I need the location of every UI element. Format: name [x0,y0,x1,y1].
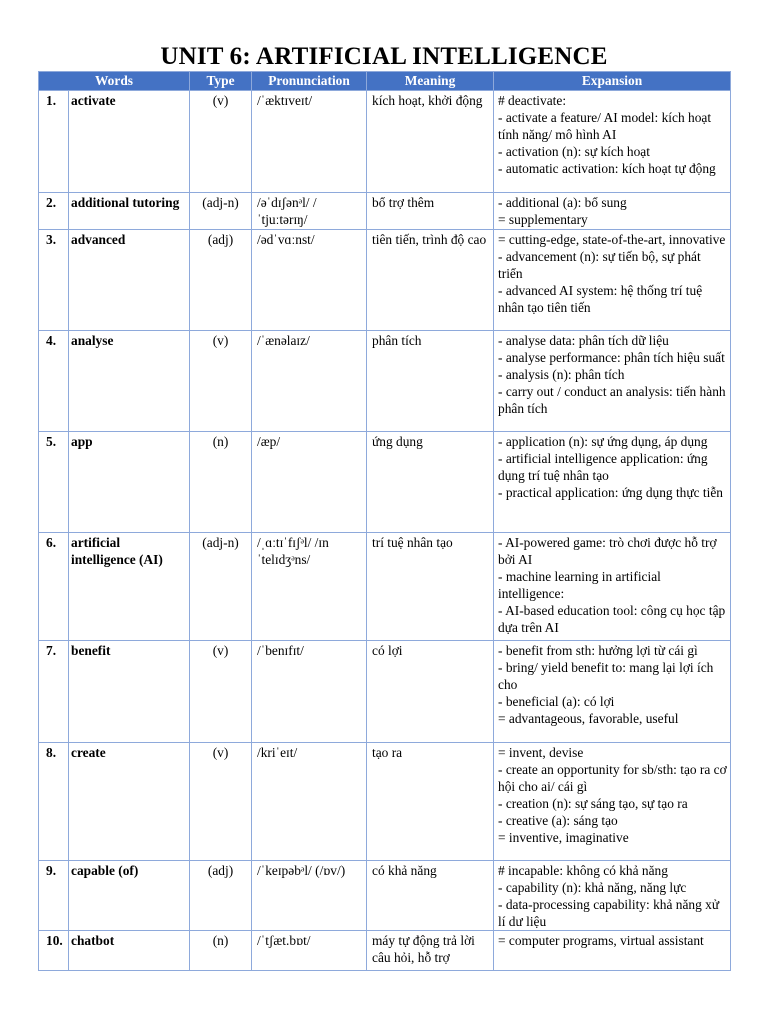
expansion-line: - artificial intelligence application: ứng dụng trí tuệ nhân tạo [498,451,708,483]
expansion-line: # deactivate: [498,93,567,108]
table-header-row [39,72,731,91]
pronunciation-cell: /ˈæktɪveɪt/ [252,91,367,193]
expansion-cell [494,861,731,931]
word-cell: activate [69,91,190,193]
expansion-line: - analyse performance: phân tích hiệu suất [498,350,725,365]
table-row [39,743,731,861]
expansion-line: - create an opportunity for sb/sth: tạo ra cơ hội cho ai/ cái gì [498,762,727,794]
expansion-line: - beneficial (a): có lợi [498,694,615,709]
type-cell: (adj-n) [190,533,252,641]
vocabulary-table [38,71,731,971]
expansion-cell [494,193,731,230]
word-cell: analyse [69,331,190,432]
type-cell: (n) [190,931,252,971]
pronunciation-cell: /ˈkeɪpəbᵊl/ (/ɒv/) [252,861,367,931]
meaning-cell: kích hoạt, khởi động [367,91,494,193]
table-row [39,91,731,193]
type-cell: (adj-n) [190,193,252,230]
expansion-line: - carry out / conduct an analysis: tiến hành phân tích [498,384,726,416]
row-number: 9. [39,861,69,931]
expansion-line: = cutting-edge, state-of-the-art, innovative [498,232,726,247]
expansion-cell [494,91,731,193]
row-number: 7. [39,641,69,743]
row-number: 6. [39,533,69,641]
word-cell: app [69,432,190,533]
expansion-line: - activate a feature/ AI model: kích hoạt tính năng/ mô hình AI [498,110,712,142]
meaning-cell: máy tự động trả lời câu hỏi, hỗ trợ [367,931,494,971]
expansion-line: - analysis (n): phân tích [498,367,625,382]
row-number: 3. [39,230,69,331]
type-cell: (adj) [190,230,252,331]
expansion-line: - creation (n): sự sáng tạo, sự tạo ra [498,796,688,811]
meaning-cell: ứng dụng [367,432,494,533]
expansion-line: - activation (n): sự kích hoạt [498,144,650,159]
table-row [39,641,731,743]
expansion-line: = supplementary [498,212,588,227]
type-cell: (v) [190,641,252,743]
expansion-line: = computer programs, virtual assistant [498,933,704,948]
meaning-cell: bổ trợ thêm [367,193,494,230]
expansion-line: - practical application: ứng dụng thực tiễn [498,485,723,500]
pronunciation-cell: /ədˈvɑːnst/ [252,230,367,331]
pronunciation-cell: /ˈbenɪfɪt/ [252,641,367,743]
expansion-line: - advanced AI system: hệ thống trí tuệ nhân tạo tiên tiến [498,283,703,315]
word-cell: create [69,743,190,861]
word-cell: artificial intelligence (AI) [69,533,190,641]
word-cell: benefit [69,641,190,743]
expansion-line: - AI-powered game: trò chơi được hỗ trợ bởi AI [498,535,717,567]
header-type: Type [190,72,252,91]
table-row [39,331,731,432]
pronunciation-cell: /kriˈeɪt/ [252,743,367,861]
meaning-cell: có lợi [367,641,494,743]
expansion-cell [494,230,731,331]
expansion-line: = inventive, imaginative [498,830,629,845]
header-pronunciation: Pronunciation [252,72,367,91]
row-number: 5. [39,432,69,533]
type-cell: (v) [190,91,252,193]
header-expansion: Expansion [494,72,731,91]
expansion-line: = advantageous, favorable, useful [498,711,679,726]
type-cell: (v) [190,743,252,861]
expansion-line: - data-processing capability: khả năng xử lí dư liệu [498,897,720,929]
type-cell: (v) [190,331,252,432]
page-title: UNIT 6: ARTIFICIAL INTELLIGENCE [160,43,608,70]
header-words: Words [39,72,190,91]
row-number: 1. [39,91,69,193]
table-row [39,193,731,230]
expansion-line: - additional (a): bổ sung [498,195,627,210]
expansion-line: - bring/ yield benefit to: mang lại lợi ích cho [498,660,714,692]
expansion-cell [494,931,731,971]
meaning-cell: trí tuệ nhân tạo [367,533,494,641]
meaning-cell: phân tích [367,331,494,432]
row-number: 4. [39,331,69,432]
table-row [39,861,731,931]
expansion-line: - benefit from sth: hưởng lợi từ cái gì [498,643,698,658]
expansion-cell [494,432,731,533]
expansion-line: - automatic activation: kích hoạt tự động [498,161,716,176]
table-row [39,432,731,533]
table-row [39,931,731,971]
pronunciation-cell: /ˈtʃæt.bɒt/ [252,931,367,971]
expansion-line: - machine learning in artificial intelligence: [498,569,661,601]
expansion-line: - capability (n): khả năng, năng lực [498,880,687,895]
table-body [39,91,731,971]
expansion-cell [494,641,731,743]
meaning-cell: tạo ra [367,743,494,861]
expansion-line: = invent, devise [498,745,584,760]
header-meaning: Meaning [367,72,494,91]
row-number: 2. [39,193,69,230]
expansion-line: - advancement (n): sự tiến bộ, sự phát triển [498,249,701,281]
expansion-line: - AI-based education tool: công cụ học tập dựa trên AI [498,603,726,635]
type-cell: (adj) [190,861,252,931]
table-row [39,533,731,641]
meaning-cell: tiên tiến, trình độ cao [367,230,494,331]
expansion-cell [494,743,731,861]
pronunciation-cell: /æp/ [252,432,367,533]
row-number: 8. [39,743,69,861]
meaning-cell: có khả năng [367,861,494,931]
expansion-cell [494,331,731,432]
table-row [39,230,731,331]
type-cell: (n) [190,432,252,533]
pronunciation-cell: /ˌɑːtɪˈfɪʃᵊl/ /ɪn ˈtelɪdʒᵊns/ [252,533,367,641]
row-number: 10. [39,931,69,971]
pronunciation-cell: /əˈdɪʃənᵊl/ /ˈtjuːtərɪŋ/ [252,193,367,230]
word-cell: capable (of) [69,861,190,931]
expansion-line: - creative (a): sáng tạo [498,813,618,828]
expansion-line: # incapable: không có khả năng [498,863,668,878]
word-cell: chatbot [69,931,190,971]
expansion-line: - analyse data: phân tích dữ liệu [498,333,669,348]
expansion-line: - application (n): sự ứng dụng, áp dụng [498,434,708,449]
pronunciation-cell: /ˈænəlaɪz/ [252,331,367,432]
word-cell: additional tutoring [69,193,190,230]
expansion-cell [494,533,731,641]
word-cell: advanced [69,230,190,331]
